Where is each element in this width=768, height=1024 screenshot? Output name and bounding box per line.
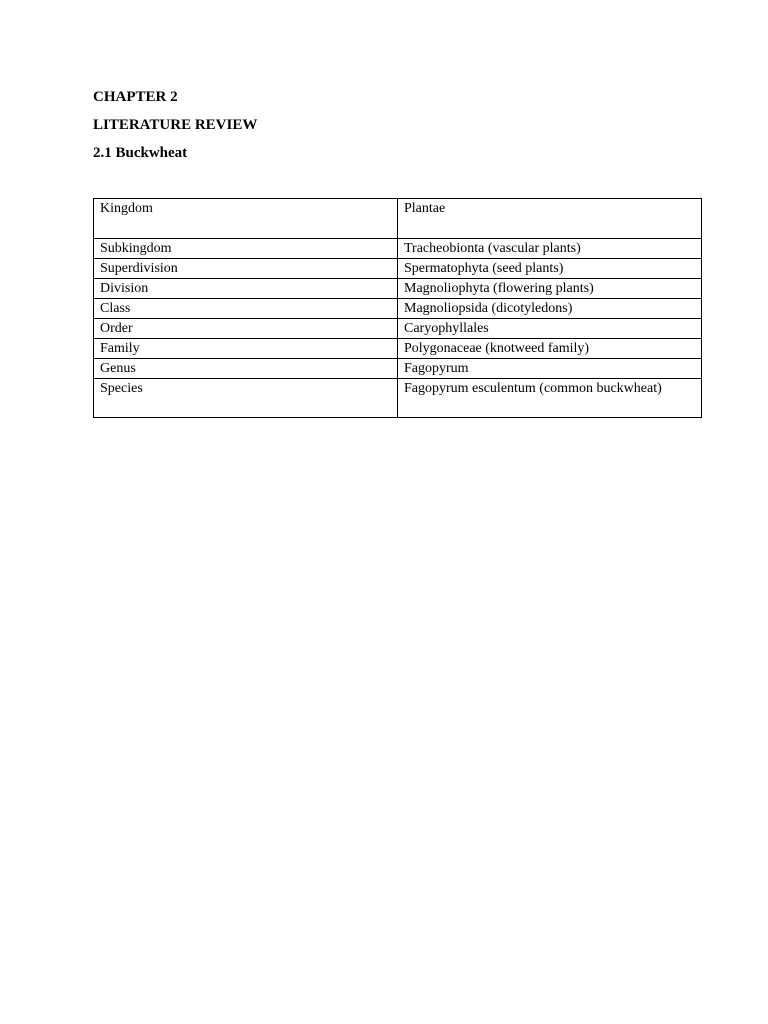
rank-cell: Superdivision [94,259,398,279]
table-row [94,239,702,259]
value-cell: Fagopyrum [398,359,702,379]
rank-cell: Order [94,319,398,339]
value-cell: Fagopyrum esculentum (common buckwheat) [398,379,702,418]
value-cell: Magnoliophyta (flowering plants) [398,279,702,299]
value-cell: Magnoliopsida (dicotyledons) [398,299,702,319]
taxonomy-table [93,198,702,418]
section-heading: 2.1 Buckwheat [93,145,188,161]
value-cell: Polygonaceae (knotweed family) [398,339,702,359]
table-row [94,379,702,418]
chapter-heading: CHAPTER 2 [93,89,178,105]
table-row [94,279,702,299]
value-cell: Spermatophyta (seed plants) [398,259,702,279]
rank-cell: Genus [94,359,398,379]
table-row [94,199,702,239]
value-cell: Tracheobionta (vascular plants) [398,239,702,259]
table-row [94,319,702,339]
table-row [94,359,702,379]
table-row [94,339,702,359]
rank-cell: Family [94,339,398,359]
rank-cell: Subkingdom [94,239,398,259]
rank-cell: Class [94,299,398,319]
rank-cell: Kingdom [94,199,398,239]
chapter-title: LITERATURE REVIEW [93,117,258,133]
table-row [94,259,702,279]
rank-cell: Division [94,279,398,299]
table-row [94,299,702,319]
value-cell: Plantae [398,199,702,239]
value-cell: Caryophyllales [398,319,702,339]
rank-cell: Species [94,379,398,418]
